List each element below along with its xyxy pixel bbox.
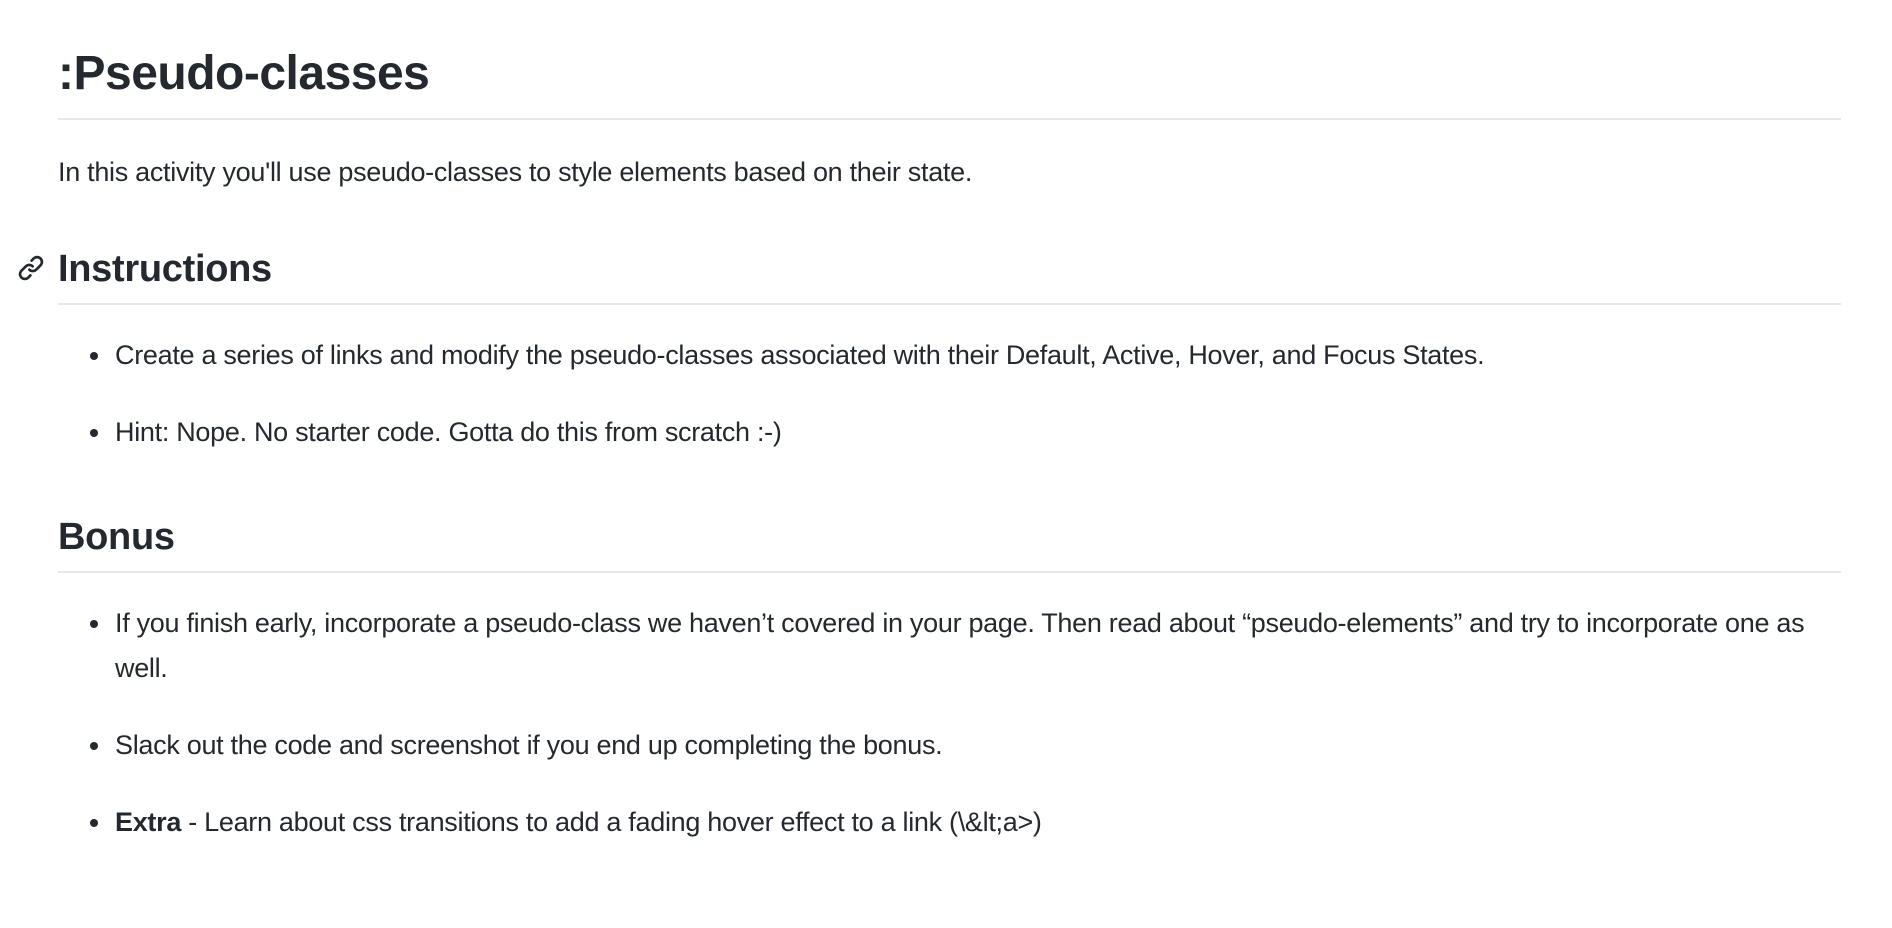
list-item-text: - Learn about css transitions to add a fading hover effect to a link (\&lt;a>) [181,807,1042,837]
page-title: :Pseudo-classes [58,44,1841,120]
list-item-text: Create a series of links and modify the pseudo-classes associated with their Default, Active, Hover, and Focus States. [115,340,1485,370]
list-item [113,723,1841,768]
list-item [113,601,1841,691]
heading-text: Bonus [58,516,175,558]
link-icon [17,254,45,282]
heading-anchor-link[interactable] [17,254,45,282]
instructions-heading [58,245,1841,305]
list-item-text: Slack out the code and screenshot if you end up completing the bonus. [115,730,943,760]
list-item [113,800,1841,845]
section-bonus [58,513,1841,845]
section-instructions [58,245,1841,455]
intro-paragraph: In this activity you'll use pseudo-classes to style elements based on their state. [58,157,973,187]
list-item-text: Hint: Nope. No starter code. Gotta do this from scratch :-) [115,417,782,447]
list-item [113,410,1841,455]
bonus-heading [58,513,1841,573]
list-item-text: If you finish early, incorporate a pseudo-class we haven’t covered in your page. Then read about “pseudo-elements” and try to incorporate one as well. [115,608,1805,683]
list-item [113,333,1841,378]
heading-text: Instructions [58,248,272,290]
bonus-list [58,601,1841,845]
instructions-list [58,333,1841,455]
list-item-bold: Extra [115,807,182,837]
